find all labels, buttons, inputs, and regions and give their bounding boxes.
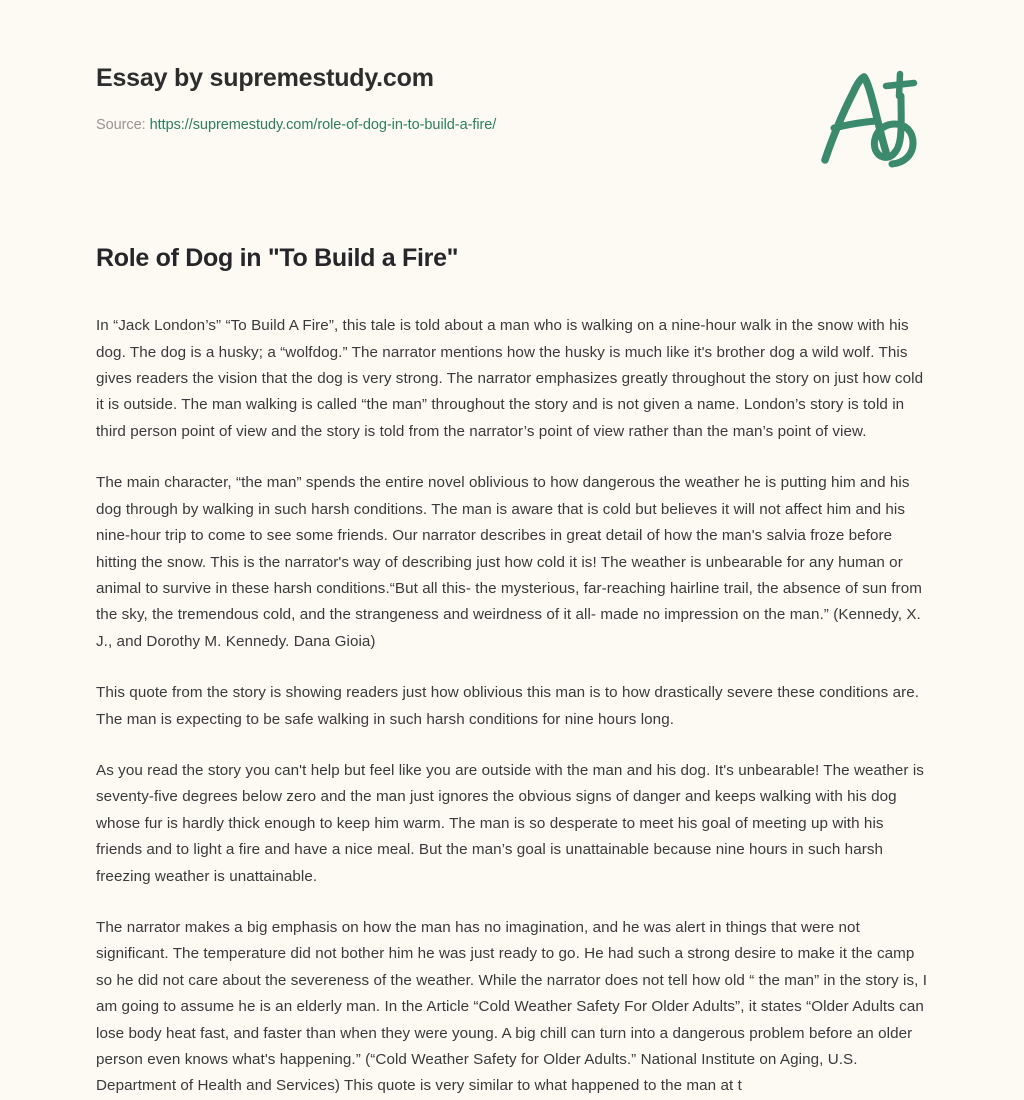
article	[96, 243, 932, 1100]
source-url-link[interactable]: https://supremestudy.com/role-of-dog-in-to-build-a-fire/	[149, 117, 497, 133]
brand-title: Essay by supremestudy.com	[96, 64, 434, 92]
a-plus-logo-svg	[812, 66, 930, 170]
article-body	[96, 313, 932, 1100]
a-plus-logo-icon	[812, 66, 930, 170]
source-line	[96, 117, 496, 133]
page-header	[0, 0, 1024, 200]
article-paragraph: In “Jack London’s” “To Build A Fire”, this tale is told about a man who is walking on a nine-hour walk in the snow with his dog. The dog is a husky; a “wolfdog.” The narrator mentions how the husky is much like it's brother dog a wild wolf. This gives readers the vision that the dog is very strong. The narrator emphasizes greatly throughout the story on just how cold it is outside. The man walking is called “the man” throughout the story and is not given a name. London’s story is told in third person point of view and the story is told from the narrator’s point of view rather than the man’s point of view.	[96, 317, 924, 440]
source-label: Source:	[96, 117, 150, 133]
article-paragraph: The main character, “the man” spends the entire novel oblivious to how dangerous the weather he is putting him and his dog through by walking in such harsh conditions. The man is aware that is cold but believes it will not affect him and his nine-hour trip to come to see some friends. Our narrator describes in great detail of how the man's salvia froze before hitting the snow. This is the narrator's way of describing just how cold it is! The weather is unbearable for any human or animal to survive in these harsh conditions.“But all this- the mysterious, far-reaching hairline trail, the absence of sun from the sky, the tremendous cold, and the strangeness and weirdness of it all- made no impression on the man.” (Kennedy, X. J., and Dorothy M. Kennedy. Dana Gioia)	[96, 474, 922, 650]
article-paragraph: As you read the story you can't help but feel like you are outside with the man and his dog. It's unbearable! The weather is seventy-five degrees below zero and the man just ignores the obvious signs of danger and keeps walking with his dog whose fur is hardly thick enough to keep him warm. The man is so desperate to meet his goal of meeting up with his friends and to light a fire and have a nice meal. But the man’s goal is unattainable because nine hours in such harsh freezing weather is unattainable.	[96, 761, 924, 885]
article-paragraph: This quote from the story is showing readers just how oblivious this man is to how drastically severe these conditions are. The man is expecting to be safe walking in such harsh conditions for nine hours long.	[96, 684, 920, 728]
page-title: Role of Dog in "To Build a Fire"	[96, 244, 459, 272]
article-paragraph: The narrator makes a big emphasis on how the man has no imagination, and he was alert in things that were not significant. The temperature did not bother him he was just ready to go. He had such a strong desire to make it the camp so he did not care about the severeness of the weather. While the narrator does not tell how old “ the man” in the story is, I am going to assume he is an elderly man. In the Article “Cold Weather Safety For Older Adults”, it states “Older Adults can lose body heat fast, and faster than when they were young. A big chill can turn into a dangerous problem before an older person even knows what's happening.” (“Cold Weather Safety for Older Adults.” National Institute on Aging, U.S. Department of Health and Services) This quote is very similar to what happened to the man at t	[96, 918, 927, 1095]
